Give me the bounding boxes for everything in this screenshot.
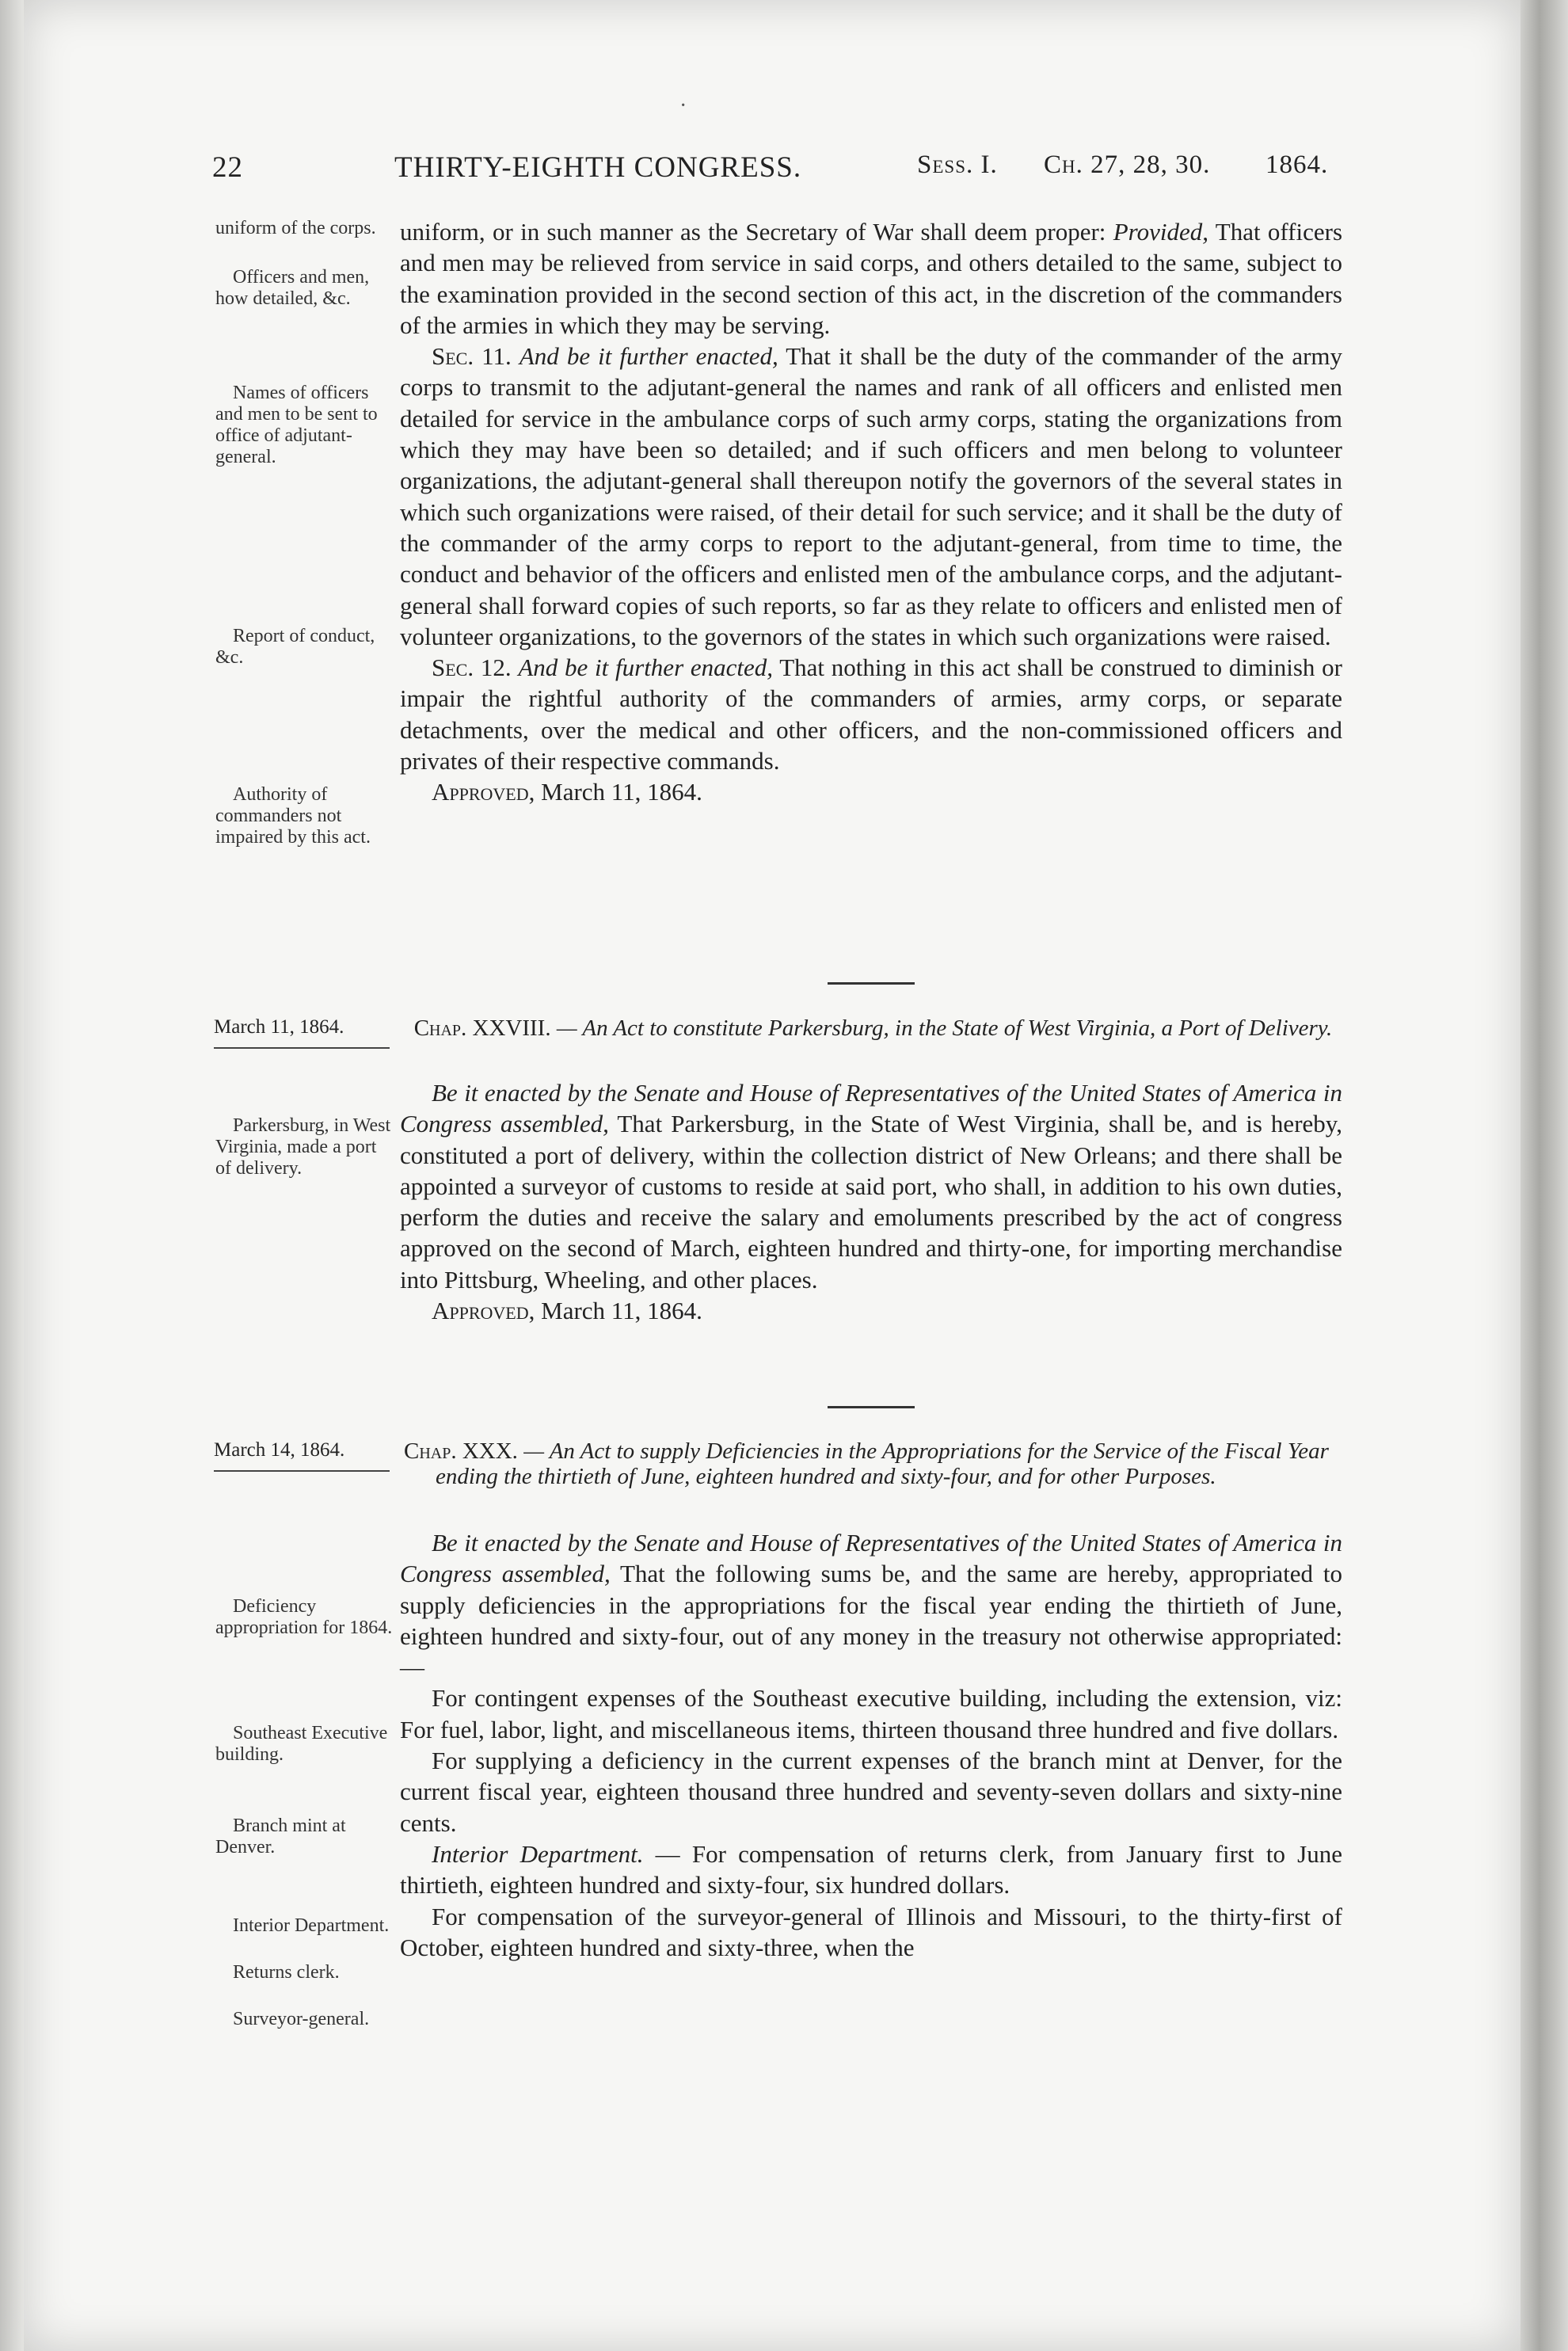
chap28-date: March 11, 1864. xyxy=(214,1015,390,1049)
margin-note-authority: Authority of commanders not impaired by this act. xyxy=(215,784,371,848)
chap30-surveyor: For compensation of the surveyor-general of Illinois and Missouri, to the thirty-first of October, eighteen hundred and sixty-three, when the xyxy=(400,1902,1342,1961)
chap30-date: March 14, 1864. xyxy=(214,1438,390,1472)
header-chapters: Ch. 27, 28, 30. xyxy=(1044,151,1211,179)
margin-note-report: Report of conduct, &c. xyxy=(215,626,375,668)
margin-note-parkersburg: Parkersburg, in West Virginia, made a port of delivery. xyxy=(215,1115,391,1179)
margin-note-officers: Officers and men, how detailed, &c. xyxy=(215,267,370,309)
ink-speck: · xyxy=(679,93,687,118)
chap30-enacting: Be it enacted by the Senate and House of Representatives of the United States of America in Congress assembled, That the following sums be, and the same are hereby, appropriated to supply deficiencies in the appropriations for the fiscal year ending the thirtieth of June, eighteen hundred and sixty-four, out of any money in the treasury not otherwise appropriated: — xyxy=(400,1529,1342,1682)
chap28-heading: Chap. XXVIII. — An Act to constitute Parkersburg, in the State of West Virginia, a Port of Delivery. xyxy=(413,1015,1333,1041)
chapter-30-body xyxy=(400,1527,1342,1963)
running-header xyxy=(212,151,1345,198)
section-rule xyxy=(828,1406,915,1408)
margin-note-southeast: Southeast Executive building. xyxy=(215,1723,388,1765)
section-rule xyxy=(828,982,915,985)
chapter-27-body xyxy=(400,216,1342,808)
margin-note-surveyor: Surveyor-general. xyxy=(233,2009,370,2029)
approved-chapter-27: Approved, March 11, 1864. xyxy=(432,778,702,806)
margin-note-interior: Interior Department. xyxy=(233,1915,390,1936)
chap28-enacting: Be it enacted by the Senate and House of Representatives of the United States of America in Congress assembled, That Parkersburg, in the State of West Virginia, shall be, and is hereby, constituted a port of delivery, within the collection district of New Orleans; and there shall be appointed a surveyor of customs to reside at said port, who shall, in addition to his own duties, perform the duties and receive the salary and emoluments prescribed by the act of congress approved on the second of March, eighteen hundred and thirty-one, for importing merchandise into Pittsburg, Wheeling, and other places. xyxy=(400,1079,1343,1294)
margin-note-names: Names of officers and men to be sent to office of adjutant-general. xyxy=(215,383,378,467)
section-11: Sec. 11. And be it further enacted, That it shall be the duty of the commander of the army corps to transmit to the adjutant-general the names and rank of all officers and enlisted men detailed for service in the ambulance corps of such army corps, stating the organizations from which they may have been so detailed; and if such officers and men belong to volunteer organizations, the adjutant-general shall thereupon notify the governors of the several states in which such organizations were raised, of their detail for such service; and it shall be the duty of the commander of the army corps to report to the adjutant-general, from time to time, the conduct and behavior of the officers and enlisted men of the ambulance corps, and the adjutant-general shall forward copies of such reports, so far as they relate to officers and enlisted men of volunteer organizations, to the governors of the states in which such organizations were raised. xyxy=(400,342,1343,650)
chap30-southeast: For contingent expenses of the Southeast executive building, including the extension, viz: For fuel, labor, light, and miscellaneous items, thirteen thousand three hundred and five dollars. xyxy=(400,1684,1342,1743)
section-12: Sec. 12. And be it further enacted, That nothing in this act shall be construed to diminish or impair the rightful authority of the commanders of armies, army corps, or separate detachments, over the medical and other officers, and the non-commissioned officers and privates of their respective commands. xyxy=(400,653,1342,775)
page-edge-right xyxy=(1520,0,1568,2351)
margin-note-uniform: uniform of the corps. xyxy=(215,218,376,238)
margin-note-deficiency: Deficiency appropriation for 1864. xyxy=(215,1596,393,1638)
chap30-denver: For supplying a deficiency in the current expenses of the branch mint at Denver, for the current fiscal year, eighteen thousand three hundred and seventy-seven dollars and sixty-nine cents. xyxy=(400,1747,1342,1837)
margin-note-branch-mint: Branch mint at Denver. xyxy=(215,1816,346,1858)
margin-note-returns: Returns clerk. xyxy=(233,1962,340,1983)
section-continued: uniform, or in such manner as the Secretary of War shall deem proper: Provided, That officers and men may be relieved from service in said corps, and others detailed to the same, subject to the examination provided in the second section of this act, in the discretion of the commanders of the armies in which they may be serving. xyxy=(400,218,1343,339)
approved-chapter-28: Approved, March 11, 1864. xyxy=(432,1297,702,1325)
chap30-heading: Chap. XXX. — An Act to supply Deficiencies in the Appropriations for the Service of the Fiscal Year ending the thirtieth of June, eighteen hundred and sixty-four, and for other Purposes. xyxy=(404,1438,1329,1489)
page-number: 22 xyxy=(212,151,243,184)
chapter-28-body xyxy=(400,1077,1342,1326)
header-session: Sess. I. xyxy=(917,151,998,179)
header-congress: THIRTY-EIGHTH CONGRESS. xyxy=(394,151,802,184)
page-edge-left xyxy=(0,0,24,2351)
chap30-interior: Interior Department. — For compensation of returns clerk, from January first to June thirtieth, eighteen hundred and sixty-four, six hundred dollars. xyxy=(400,1839,1342,1899)
header-year: 1864. xyxy=(1265,151,1329,179)
